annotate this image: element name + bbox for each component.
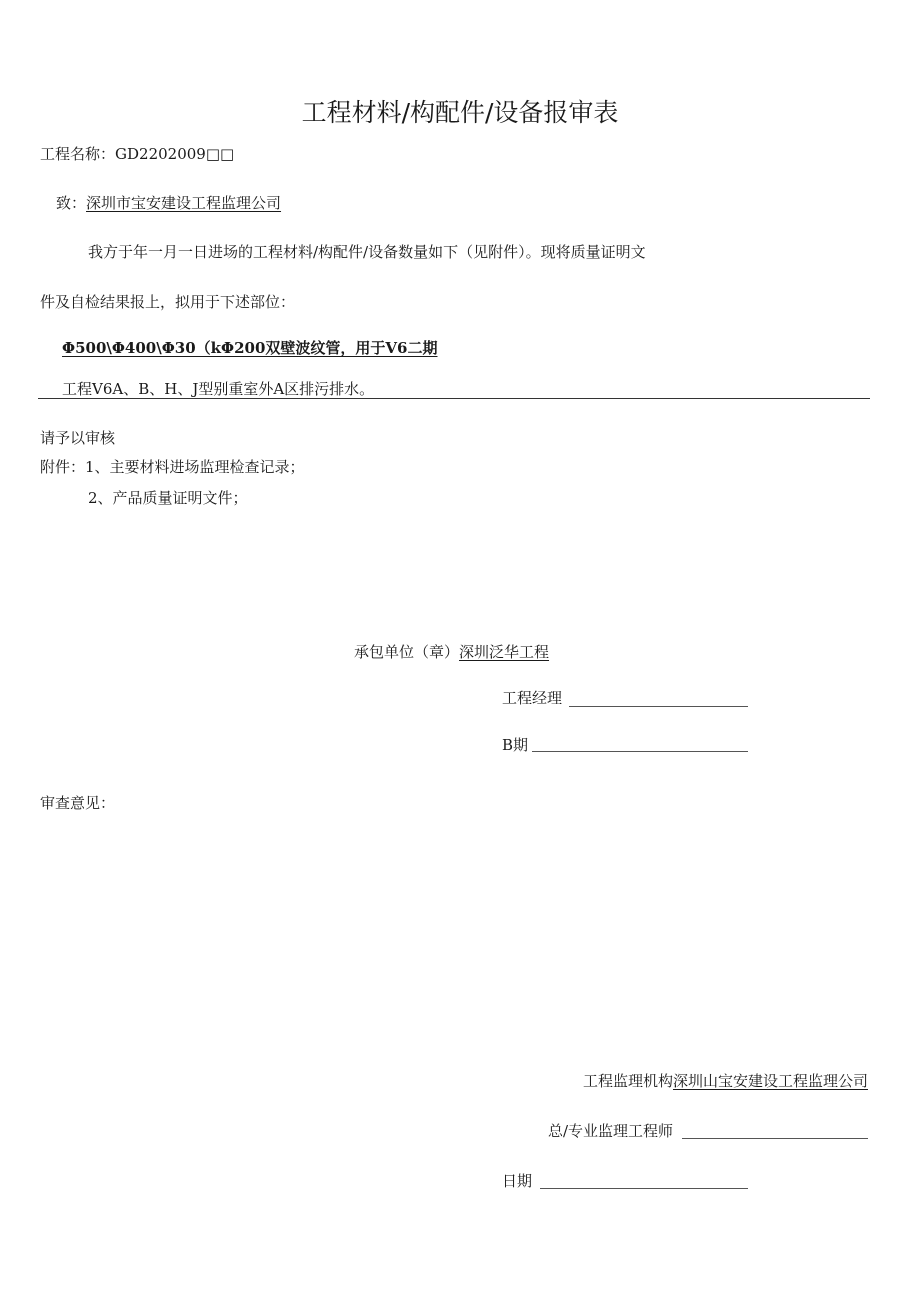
contractor-date-line [532, 751, 748, 752]
contractor-row [354, 645, 549, 660]
attachment-item-2: 2、产品质量证明文件； [88, 489, 248, 507]
location-line-2: 工程V6A、B、H、J型别重室外A区排污排水。 [62, 380, 375, 398]
form-title: 工程材料/构配件/设备报审表 [301, 98, 619, 127]
request-text: 请予以审核 [40, 429, 116, 447]
supervisor-label: 工程监理机构 [582, 1072, 673, 1090]
supervisor-value: 深圳山宝安建设工程监理公司 [672, 1072, 868, 1090]
attachments-row [40, 460, 305, 475]
contractor-value: 深圳泛华工程 [459, 643, 550, 661]
body-line-2: 件及自检结果报上，拟用于下述部位： [40, 293, 296, 311]
project-manager-label: 工程经理 [502, 689, 563, 707]
project-manager-signature-line [569, 706, 748, 707]
location-underline [38, 398, 870, 399]
supervisor-date-label: 日期 [502, 1172, 533, 1190]
body-line-1: 我方于年一月一日进场的工程材料/构配件/设备数量如下（见附件）。现将质量证明文 [88, 243, 646, 261]
addressee-label: 致： [56, 194, 87, 212]
project-name-label: 工程名称： [40, 145, 116, 163]
contractor-label: 承包单位（章） [354, 643, 460, 661]
attachments-label: 附件： [40, 458, 86, 476]
addressee-row [56, 196, 281, 211]
addressee-value: 深圳市宝安建设工程监理公司 [86, 194, 282, 212]
supervisor-row [583, 1074, 868, 1089]
contractor-date-label: B期 [502, 736, 529, 754]
supervising-engineer-label: 总/专业监理工程师 [548, 1122, 674, 1140]
attachment-item-1: 1、主要材料进场监理检查记录； [85, 458, 305, 476]
location-line-1: Φ500\Φ400\Φ30（kΦ200双壁波纹管，用于V6二期 [62, 339, 438, 357]
supervisor-date-line [540, 1188, 748, 1189]
review-opinion-label: 审查意见： [40, 794, 116, 812]
supervising-engineer-signature-line [682, 1138, 868, 1139]
project-name-row [40, 147, 234, 162]
project-name-value: GD2202009□□ [115, 145, 235, 163]
